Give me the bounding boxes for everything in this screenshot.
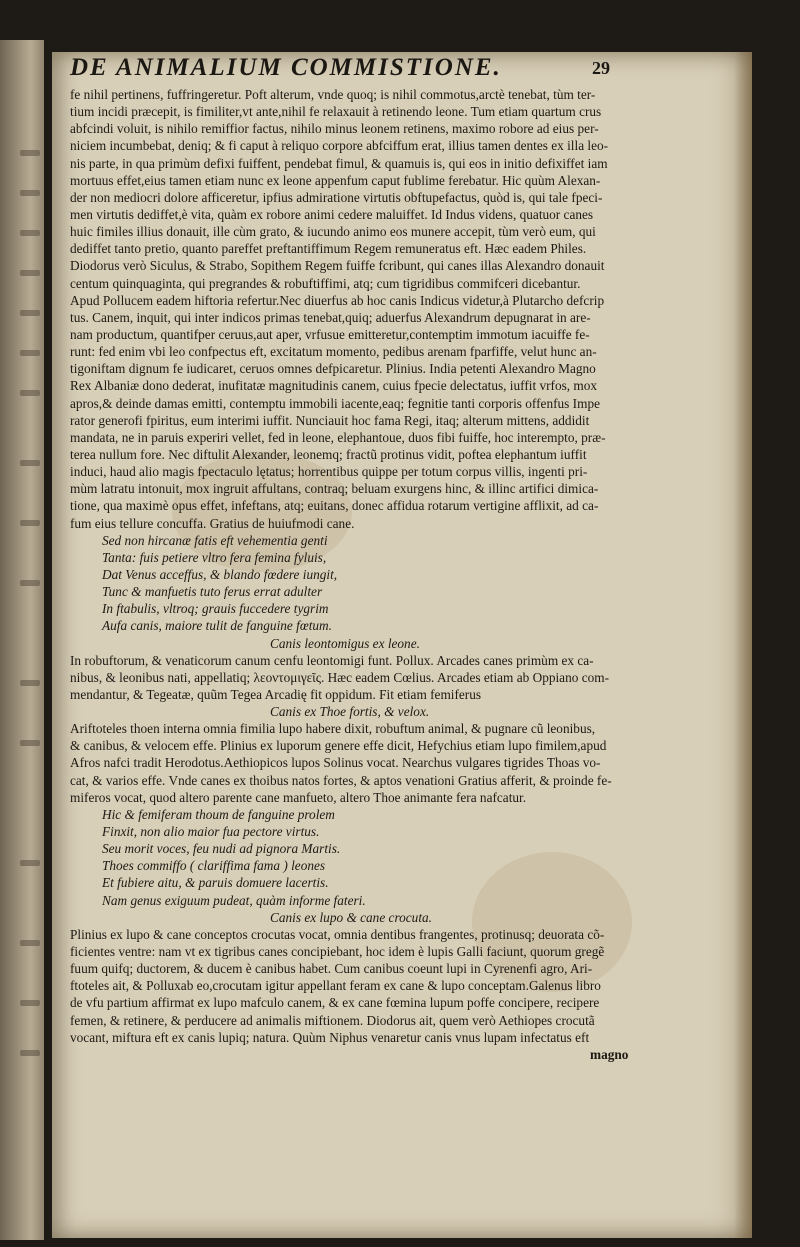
verse-line: Seu morit voces, feu nudi ad pignora Martis. bbox=[102, 841, 341, 857]
catchword: magno bbox=[590, 1046, 629, 1062]
text-line: abfcindi voluit, is nihilo remiffior factus, nihilo minus leonem retinens, maximo robore ad eius per- bbox=[70, 121, 599, 137]
text-line: fum eius tellure concuffa. Gratius de huiufmodi cane. bbox=[70, 515, 355, 531]
text-line: vocant, miftura eft ex canis lupiq; natura. Quùm Niphus venaretur canis vnus lupam infectatus eft bbox=[70, 1029, 590, 1045]
text-line: & canibus, & velocem effe. Plinius ex luporum genere effe dicit, Hefychius etiam lupo fimilem,apud bbox=[70, 738, 607, 754]
text-line: der non mediocri dolore afficeretur, ipfius admiratione virtutis obftupefactus, quòd is, qui tale fpeci- bbox=[70, 189, 603, 205]
verse-line: Finxit, non alio maior fua pectore virtus. bbox=[102, 824, 320, 840]
text-line: tigoniftam dignum fe iudicaret, ceruos omnes defpicaretur. Plinius. India petenti Alexandro Magno bbox=[70, 361, 596, 377]
text-line: fe nihil pertinens, fuffringeretur. Poft alterum, vnde quoq; is nihil commotus,arctè tenebat, tùm ter- bbox=[70, 87, 596, 102]
text-line: Plinius ex lupo & cane conceptos crocutas vocat, omnia dentibus frangentes, protinusq; deuorata cõ- bbox=[70, 926, 605, 942]
text-line: huic fimiles illius donauit, ille cùm grato, & iucundo animo eos munere accepit, tùm verò eum, qui bbox=[70, 224, 596, 240]
text-line: miferos vocat, quod altero parente cane manfueto, altero Thoe animante fera nafcatur. bbox=[70, 789, 527, 805]
text-line: Ariftoteles thoen interna omnia fimilia lupo habere dixit, robuftum animal, & pugnare cũ leonibus, bbox=[70, 721, 596, 737]
text-line: dediffet tanto pretio, quanto pareffet preftantiffimum Regem remuneratus eft. Hæc eadem Philes. bbox=[70, 241, 587, 257]
verse-line: Thoes commiffo ( clariffima fama ) leones bbox=[102, 858, 326, 874]
text-line: ficientes ventre: nam vt ex tigribus canes concipiebant, hoc idem è lupis Galli faciunt, quorum gregẽ bbox=[70, 944, 605, 960]
verse-line: Dat Venus acceffus, & blando fœdere iungit, bbox=[102, 566, 338, 582]
section-caption: Canis leontomigus ex leone. bbox=[270, 635, 420, 651]
verse-line: In ftabulis, vltroq; grauis fuccedere tygrim bbox=[102, 601, 329, 617]
text-line: nis parte, in qua primùm defixi fuiffent, pendebat fimul, & quamuis is, qui eos in initio defixiffet iam bbox=[70, 155, 608, 171]
text-line: men virtutis dediffet,è vita, quàm ex robore animi cedere maluiffet. Id Indus videns, quatuor canes bbox=[70, 206, 594, 222]
text-line: cat, & varios effe. Vnde canes ex thoibus natos fortes, & aptos venationi Gratius afferit, & proinde fe- bbox=[70, 772, 612, 788]
verse-line: Hic & femiferam thoum de fanguine prolem bbox=[102, 806, 335, 822]
section-caption: Canis ex Thoe fortis, & velox. bbox=[270, 704, 430, 720]
page-header bbox=[70, 54, 610, 84]
previous-page-edge bbox=[0, 40, 44, 1240]
text-line: apros,& deinde damas emitti, contemptu immobili iacente,eaq; fegnitie tanti corporis offenfus Impe bbox=[70, 395, 600, 411]
page-edge-shadow bbox=[734, 52, 752, 1238]
running-title: DE ANIMALIUM COMMISTIONE. bbox=[70, 54, 502, 81]
text-line: terea nullum fore. Nec diftulit Alexander, leonemq; fractũ protinus vidit, poftea elephantum iuffit bbox=[70, 446, 587, 462]
text-line: Rex Albaniæ dono dederat, inufitatæ magnitudinis canem, cuius fpecie delectatus, iuffit vrfos, mox bbox=[70, 378, 598, 394]
verse-line: Sed non hircanæ fatis eft vehementia genti bbox=[102, 532, 328, 548]
text-line: nibus, & leonibus nati, appellatiq; λεοντομιγεῖς. Hæc eadem Cœlius. Arcades etiam ab Oppiano com- bbox=[70, 669, 610, 685]
text-line: induci, haud alio magis fpectaculo lętatus; horrentibus quippe per totum corpus villis, ingenti pri- bbox=[70, 464, 588, 480]
text-line: fuum quifq; ductorem, & ducem è canibus habet. Cum canibus coeunt lupi in Cyrenenfi agro, Ari- bbox=[70, 961, 593, 977]
text-line: ftoteles ait, & Polluxab eo,crocutam igitur appellant feram ex cane & lupo conceptam.Galenus libro bbox=[70, 978, 601, 994]
verse-line: Et fubiere aitu, & paruis domuere lacertis. bbox=[102, 875, 329, 891]
text-line: tium incidi præcepit, is fimiliter,vt ante,nihil fe relaxauit à retinendo leone. Tum etiam quartum crus bbox=[70, 104, 602, 120]
text-line: mùm latratu intonuit, mox ingruit affultans, contraq; beluam exurgens hinc, & illinc artifici dimica- bbox=[70, 481, 599, 497]
verse-line: Tanta: fuis petiere vltro fera femina fyluis, bbox=[102, 549, 327, 565]
verse-line: Nam genus exiguum pudeat, quàm informe fateri. bbox=[102, 892, 366, 908]
text-line: mortuus effet,eius tamen etiam nunc ex leone appenfum caput fublime ferebatur. Hic quùm Alexan- bbox=[70, 172, 601, 188]
text-line: mendantur, & Tegeatæ, quũm Tegea Arcadię fit oppidum. Fit etiam femiferus bbox=[70, 686, 482, 702]
text-line: de vfu partium affirmat ex lupo mafculo canem, & ex cane fœmina lupum poffe concipere, recipere bbox=[70, 995, 600, 1011]
verse-line: Tunc & manfuetis tuto ferus errat adulter bbox=[102, 584, 323, 600]
section-caption: Canis ex lupo & cane crocuta. bbox=[270, 909, 432, 925]
text-line: tione, qua maximè opus effet, infeftans, atq; euitans, donec affidua rotarum vertigine afflixit, ad ca- bbox=[70, 498, 599, 514]
text-line: niciem incumbebat, deniq; & fi caput à reliquo corpore abfciffum erat, illius tamen dentes ex illa leo- bbox=[70, 138, 609, 154]
text-line: rator generofi fpiritus, eum interimi iuffit. Nunciauit hoc fama Regi, itaq; alterum mittens, addidit bbox=[70, 412, 590, 428]
text-line: runt: fed enim vbi leo confpectus eft, excitatum momento, pedibus arenam fparfiffe, velut hunc an- bbox=[70, 344, 597, 360]
text-line: nam productum, quantifper ceruus,aut aper, vrfusue emitteretur,contemptim immotum iacuiffe fe- bbox=[70, 326, 590, 342]
text-line: femen, & retinere, & perducere ad animalis miftionem. Diodorus ait, quem verò Aethiopes crocutã bbox=[70, 1012, 595, 1028]
text-line: Apud Pollucem eadem hiftoria refertur.Nec diuerfus ab hoc canis Indicus videtur,à Plutarcho defcrip bbox=[70, 292, 605, 308]
text-line: mandata, ne in paruis experiri vellet, fed in leone, elephantoue, duos fibi fuiffe, hoc interempto, præ- bbox=[70, 429, 606, 445]
body-text bbox=[70, 86, 630, 1063]
text-line: centum quinquaginta, qui pregrandes & robuftiffimi, atq; cum tigridibus commifceri dicebantur. bbox=[70, 275, 581, 291]
text-line: In robuftorum, & venaticorum canum cenfu leontomigi funt. Pollux. Arcades canes primùm ex ca- bbox=[70, 652, 594, 668]
page-number: 29 bbox=[592, 58, 610, 78]
text-line: tus. Canem, inquit, qui inter indicos primas tenebat,quiq; aduerfus Alexandrum depugnarat in are- bbox=[70, 309, 591, 325]
text-line: Diodorus verò Siculus, & Strabo, Sopithem Regem fuiffe fcribunt, qui canes illas Alexandro donauit bbox=[70, 258, 605, 274]
text-line: Afros nafci tradit Herodotus.Aethiopicos lupos Solinus vocat. Nearchus vulgares tigrides Thoas vo- bbox=[70, 755, 601, 771]
verse-line: Aufa canis, maiore tulit de fanguine fœtum. bbox=[102, 618, 332, 634]
